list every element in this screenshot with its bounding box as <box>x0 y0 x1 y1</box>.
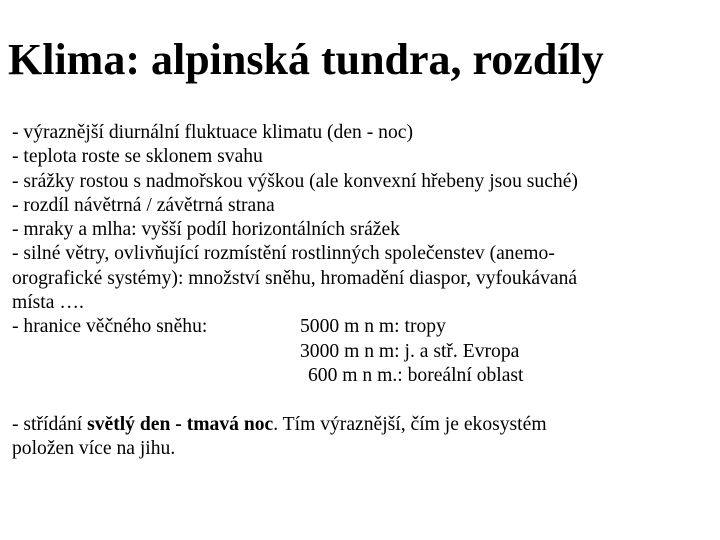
bullet-diurnal-fluctuation: - výraznější diurnální fluktuace klimatu (den - noc) <box>12 122 413 143</box>
bullet-precipitation-altitude: - srážky rostou s nadmořskou výškou (ale konvexní hřebeny jsou suché) <box>12 170 578 192</box>
snowline-value-tropics: 5000 m n m: tropy <box>300 316 446 338</box>
bullet-day-night-line-2: položen více na jihu. <box>12 437 176 459</box>
slide-title: Klima: alpinská tundra, rozdíly <box>8 35 604 84</box>
bullet-temperature-slope: - teplota roste se sklonem svahu <box>12 146 263 168</box>
bullet-strong-winds-line-1: - silné větry, ovlivňující rozmístění rostlinných společenstev (anemo- <box>12 243 555 265</box>
bullet-strong-winds-line-2: orografické systémy): množství sněhu, hromadění diaspor, vyfoukávaná <box>12 267 578 289</box>
bullet-windward-leeward: - rozdíl návětrná / závětrná strana <box>12 194 275 216</box>
snowline-label: - hranice věčného sněhu: <box>12 316 208 338</box>
snowline-row-boreal <box>12 364 712 388</box>
spacer <box>12 388 712 412</box>
bullet-day-night-line-1 <box>12 413 712 437</box>
bullet-clouds-fog: - mraky a mlha: vyšší podíl horizontálních srážek <box>12 219 400 241</box>
day-night-bold: světlý den - tmavá noc <box>87 413 274 435</box>
day-night-suffix: . Tím výraznější, čím je ekosystém <box>273 413 547 435</box>
snowline-value-europe: 3000 m n m: j. a stř. Evropa <box>300 340 520 362</box>
snowline-row-tropics <box>12 315 712 339</box>
snowline-row-europe <box>12 340 712 364</box>
snowline-value-boreal: 600 m n m.: boreální oblast <box>308 364 524 386</box>
day-night-prefix: - střídání <box>12 413 88 435</box>
bullet-strong-winds-line-3: místa …. <box>12 292 84 314</box>
slide-body <box>12 121 712 461</box>
